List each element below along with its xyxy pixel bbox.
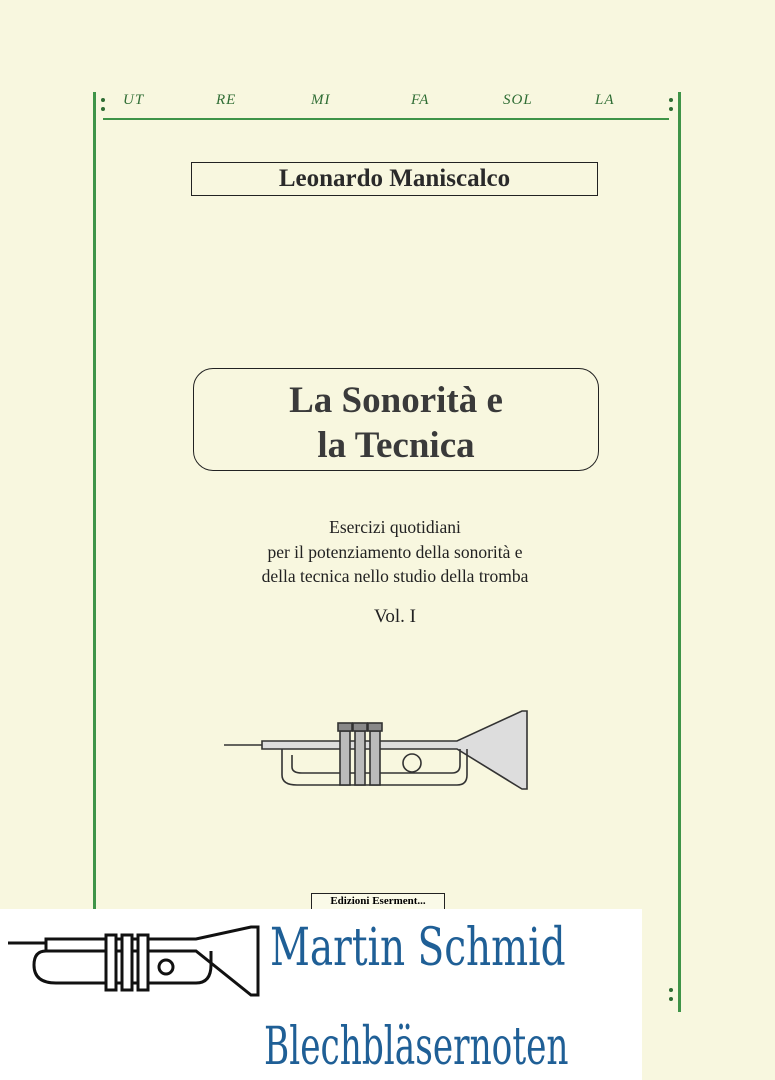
trumpet-logo-icon bbox=[6, 925, 268, 1005]
repeat-dots-right bbox=[669, 98, 673, 116]
title-line-1: La Sonorità e bbox=[289, 380, 503, 421]
author-name: Leonardo Maniscalco bbox=[191, 162, 598, 196]
brand-name-line-1: Martin Schmid bbox=[270, 918, 566, 978]
solfege-mi: MI bbox=[311, 92, 331, 108]
publisher-label: Edizioni Eserment... bbox=[311, 893, 445, 911]
title-box bbox=[193, 368, 599, 471]
frame-right-line bbox=[678, 92, 681, 1012]
frame-left-line bbox=[93, 92, 96, 1012]
solfege-re: RE bbox=[216, 92, 237, 108]
solfege-sol: SOL bbox=[503, 92, 533, 108]
brand-name-line-2: Blechbläsernoten bbox=[264, 1017, 569, 1077]
solfege-ut: UT bbox=[123, 92, 145, 108]
solfege-la: LA bbox=[595, 92, 615, 108]
title-line-2: la Tecnica bbox=[317, 425, 475, 466]
repeat-dots-bottom-right bbox=[669, 988, 673, 1006]
solfege-fa: FA bbox=[411, 92, 430, 108]
subtitle-line-2: per il potenziamento della sonorità e bbox=[267, 542, 523, 562]
subtitle-line-1: Esercizi quotidiani bbox=[329, 517, 461, 537]
subtitle-line-3: della tecnica nello studio della tromba bbox=[261, 566, 529, 586]
trumpet-illustration bbox=[222, 705, 537, 800]
solfege-staff bbox=[103, 92, 669, 120]
volume-label: Vol. I bbox=[374, 606, 416, 627]
